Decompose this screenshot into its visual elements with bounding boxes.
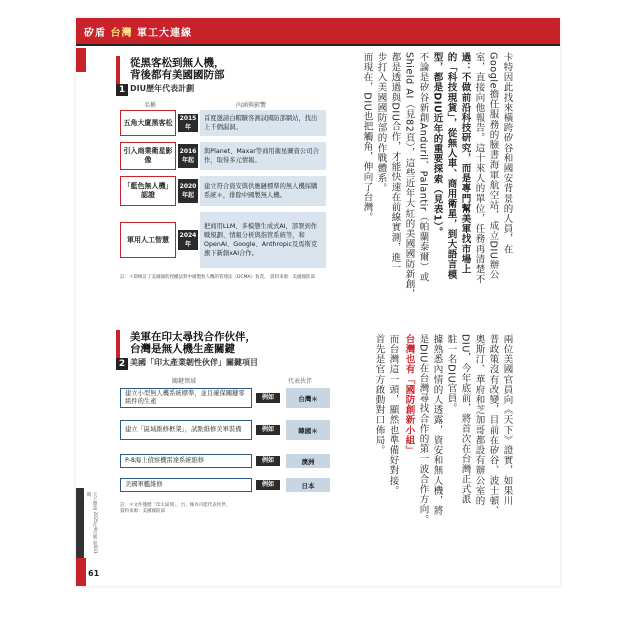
body-paragraph: 普政策沒有改變，目前在矽谷、波士頓、 — [487, 334, 499, 516]
section1-col-name: 名稱 — [144, 102, 157, 109]
table2-example-tag: 例如 — [256, 480, 280, 490]
body-paragraph: 而台灣這一頭，顯然也準備好對接。 — [387, 334, 399, 496]
table2-example-tag: 例如 — [256, 456, 280, 466]
header-mid: 台灣 — [110, 28, 133, 39]
table2-desc: 建立「區域維修框架」，試點維修美軍裝備 — [120, 420, 252, 440]
section2-col-partner: 代表伙伴 — [288, 378, 313, 385]
body-paragraph-bold: 型，都是DIU近年的重要探索（見表1）。 — [431, 52, 443, 237]
section1-title-line1: 從黑客松到無人機， — [130, 57, 225, 69]
body-paragraph: 奧斯汀、華府和芝加哥都設有辦公室的 — [473, 334, 485, 506]
table1-name: 「藍色無人機」認證 — [120, 176, 176, 206]
table2-desc: 建立小型無人機系統標準，並且確保關鍵零組件的生產 — [120, 388, 252, 408]
table1-year: 2024年 — [179, 232, 197, 248]
section2-note-line1: 註：＊文件僅標「印太區域」，台、韓為可能代表伙伴。 — [120, 503, 231, 508]
side-tab-red — [76, 48, 86, 72]
table1-row — [120, 110, 326, 136]
body-paragraph: 兩位美國官員向《天下》證實，如果川 — [501, 334, 513, 506]
body-paragraph-bold: 過：不做前沿科技研究，而是專門幫美軍找市場上 — [459, 52, 471, 275]
table1-year: 2016年起 — [178, 144, 198, 168]
subheading-part1: 台灣也有 — [403, 334, 415, 375]
subheading-part2: 「國防創新小組」 — [403, 374, 415, 456]
section1-subtitle: DIU歷年代表計劃 — [130, 84, 195, 93]
table1-row — [120, 142, 326, 170]
table2-row — [120, 420, 330, 440]
table1-row — [120, 212, 326, 268]
body-paragraph: 都是透過與DIU合作，才能快速在前線實測，進一 — [389, 52, 401, 273]
side-tab-red — [76, 558, 86, 586]
header-prefix: 矽盾 — [84, 28, 106, 39]
header-band — [76, 18, 560, 44]
section1-col-content: 內涵與影響 — [236, 102, 267, 109]
section2-number: 2 — [116, 358, 128, 370]
section-header — [84, 24, 192, 39]
section2-note-line2: 資料來源：美國國防部 — [120, 509, 165, 514]
header-main: 軍工大連線 — [136, 28, 192, 39]
body-paragraph: Google擔任服務的臉書海軍航空站，成立DIU辦公 — [487, 52, 499, 280]
body-paragraph: 首先是官方啟動對口佈局。 — [373, 334, 385, 456]
table2-partner: 日本 — [286, 478, 330, 492]
body-paragraph: 駐一名DIU官員。 — [445, 334, 457, 414]
body-paragraph: 卡特因此找來橫跨矽谷和國安背景的人員，在 — [501, 52, 513, 254]
section1-number: 1 — [116, 84, 128, 96]
section1-title-line2: 背後都有美國國防部 — [130, 69, 225, 81]
table1-name: 引入商業衛星影像 — [120, 142, 176, 170]
table2-partner: 澳洲 — [286, 454, 330, 468]
body-paragraph: 步打入美國國防部的作戰體系。 — [375, 52, 387, 194]
body-paragraph: Shield AI（見82頁），這些近年大紅的美國國防新創， — [403, 52, 415, 300]
page-number: 61 — [88, 569, 100, 578]
table2-row — [120, 454, 330, 468]
table2-example-tag: 例如 — [256, 425, 280, 435]
subheading — [402, 334, 416, 534]
body-paragraph: DIU，今年底前，將首次在台灣正式派 — [459, 334, 471, 505]
table1-year: 2020年起 — [178, 179, 198, 203]
table1-desc: 把商用LLM、多模態生成式AI，部署到作戰規劃、情報分析與指管系統等，和OpenAI、Google、Anthropic及馬斯克旗下新創xAI合作。 — [200, 212, 326, 268]
table1-name: 軍用人工智慧 — [120, 222, 176, 258]
table2-partner: 台灣＊ — [286, 388, 330, 408]
body-paragraph: 室，直接向他報告。這十來人的單位，任務再清楚不 — [473, 52, 485, 285]
table2-row — [120, 478, 330, 492]
section1-note: 註：＊即修訂了美國國防授權法對中國製無人機的管理法（DCMA）負責。 資料來源：美國國防部 — [120, 275, 315, 280]
body-paragraph: 是DIU在台灣尋找合作的第一波合作方向。 — [417, 334, 429, 525]
table1-desc: 首度邀請白帽駭客測試國防部網站，找出上千個漏洞。 — [200, 110, 326, 136]
body-paragraph-bold: 的「科技現貨」，從無人車、商用衛星，到大語言模 — [445, 52, 457, 280]
section2-title — [130, 331, 256, 355]
table2-partner: 韓國＊ — [286, 420, 330, 440]
table2-desc: 美國軍艦維修 — [120, 478, 252, 492]
section2-col-field: 關鍵領域 — [172, 378, 197, 385]
table1-desc: 與Planet、Maxar等商用衛星圖資公司合作，取得多元情報。 — [200, 142, 326, 170]
table2-desc: P-8海上偵察機雷達系統維修 — [120, 454, 252, 468]
header-rule — [76, 44, 560, 46]
side-tab-dark — [76, 488, 84, 558]
table1-row — [120, 176, 326, 206]
magazine-page — [76, 18, 560, 586]
body-paragraph: 據熟悉內情的人透露，資安和無人機，將 — [431, 334, 443, 516]
section1-title — [130, 57, 225, 81]
body-paragraph: 而現在，DIU也把觸角，伸向了台灣。 — [361, 52, 373, 223]
section2-note — [120, 502, 330, 514]
table1-desc: 建立符合資安與供應鏈標準的無人機採購系統＊，排除中國製無人機。 — [200, 176, 326, 206]
section2-subtitle: 美國「印太產業韌性伙伴」關鍵項目 — [130, 358, 258, 367]
body-paragraph: 不論是矽谷新創Anduril、Palantir（帕蘭泰爾）或 — [417, 52, 429, 283]
table2-example-tag: 例如 — [256, 393, 280, 403]
table1-name: 五角大廈黑客松 — [120, 110, 176, 136]
table1-year: 2015年 — [179, 115, 197, 131]
side-issue-note: 天下雜誌 2025年9月號 第831期 — [86, 492, 97, 554]
section2-title-line1: 美軍在印太尋找合作伙伴， — [130, 331, 256, 343]
table2-row — [120, 388, 330, 408]
section2-title-line2: 台灣是無人機生產關鍵 — [130, 343, 235, 355]
